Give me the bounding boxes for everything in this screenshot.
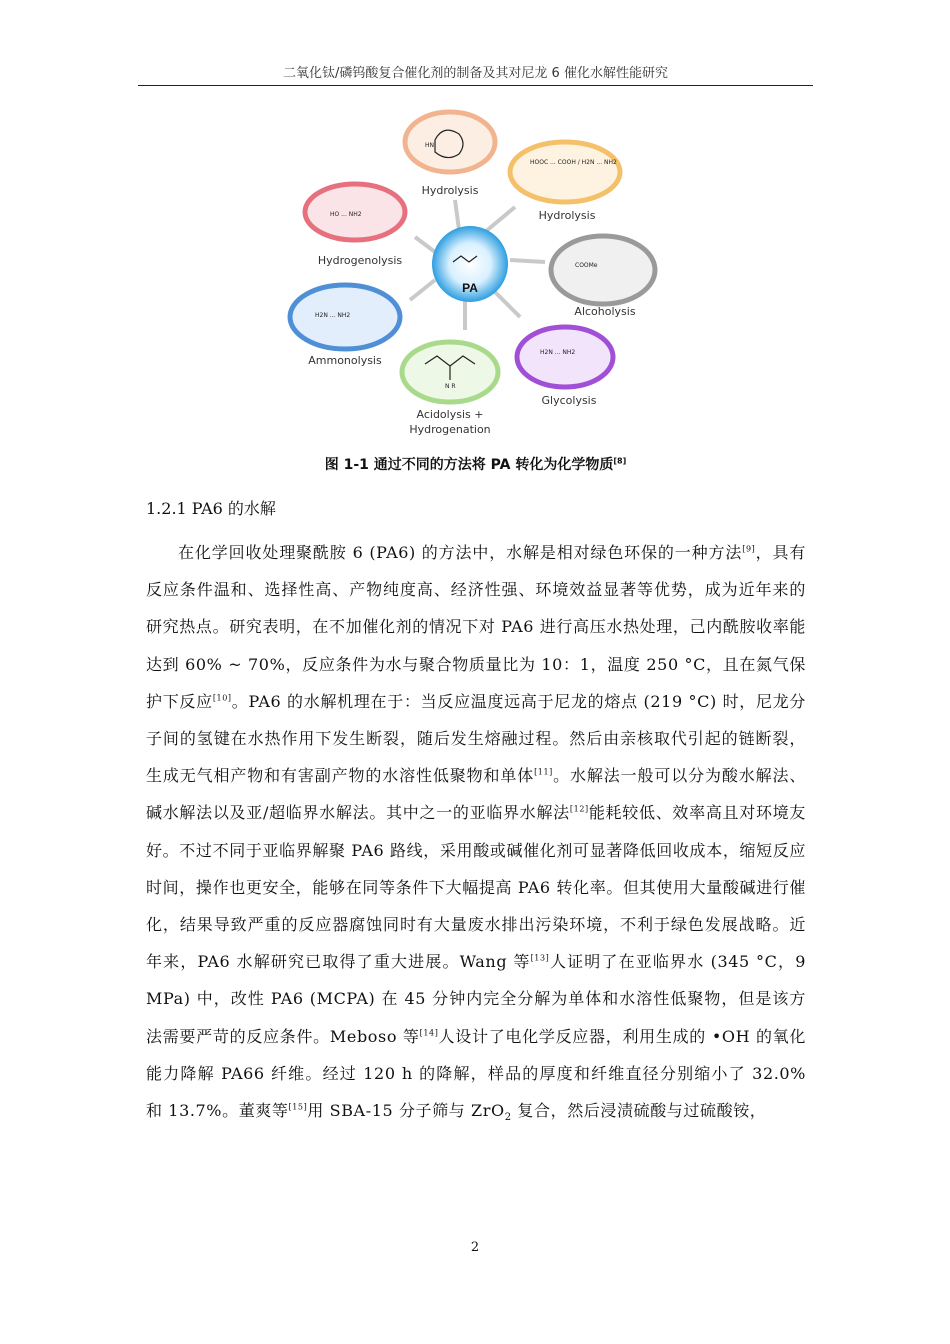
citation-9: [9] [742,544,756,554]
running-header: 二氧化钛/磷钨酸复合催化剂的制备及其对尼龙 6 催化水解性能研究 [283,66,668,81]
svg-text:HO ... NH2: HO ... NH2 [330,211,362,218]
para-text-6: 人证明了在亚临界水 (345 °C，9 MPa) 中，改性 PA6 (MCPA) 在 45 分钟内完全分解为单体和水溶性低聚物，但是该方法需要严苛的反应条件。Meboso 等 [146,952,806,1046]
citation-12: [12] [569,805,589,815]
figure-caption [138,454,813,474]
para-text-3: 。PA6 的水解机理在于：当反应温度远高于尼龙的熔点 (219 °C) 时，尼龙分子间的氢键在水热作用下发生断裂，随后发生熔融过程。然后由亲核取代引起的链断裂，生成无气相产物和有害副产物的水溶性低聚物和单体 [146,691,806,786]
svg-text:Acidolysis +: Acidolysis + [416,408,484,421]
citation-15: [15] [288,1102,308,1112]
svg-text:Hydrogenation: Hydrogenation [409,423,491,436]
node-acidolysis [402,342,498,436]
node-hydrogenolysis [305,184,405,267]
svg-text:Hydrogenolysis: Hydrogenolysis [317,254,403,267]
para-text-4: 。水解法一般可以分为酸水解法、碱水解法以及亚/超临界水解法。其中之一的亚临界水解法 [146,766,806,823]
svg-text:Hydrolysis: Hydrolysis [421,184,479,197]
svg-text:Hydrolysis: Hydrolysis [538,209,596,222]
section-heading: 1.2.1 PA6 的水解 [146,499,276,518]
body-paragraph [146,534,806,1136]
citation-13: [13] [530,953,550,963]
node-hydrolysis-top [405,112,495,197]
citation-10: [10] [212,693,232,703]
node-ammonolysis [290,285,400,367]
page-number: 2 [470,1240,480,1255]
header-rule [138,85,813,86]
caption-ref: [8] [613,456,627,466]
para-text-7: 人设计了电化学反应器，利用生成的 •OH 的氧化能力降解 PA66 纤维。经过 120 h 的降解，样品的厚度和纤维直径分别缩小了 32.0% 和 13.7%。董爽等 [146,1026,806,1121]
caption-text: 图 1-1 通过不同的方法将 PA 转化为化学物质 [324,457,614,473]
svg-text:COOMe: COOMe [575,262,598,269]
svg-text:HOOC ... COOH / H2N ... NH2: HOOC ... COOH / H2N ... NH2 [530,159,617,166]
para-text-8: 用 SBA-15 分子筛与 ZrO [307,1101,505,1121]
para-text-2: ，具有反应条件温和、选择性高、产物纯度高、经济性强、环境效益显著等优势，成为近年来的研究热点。研究表明，在不加催化剂的情况下对 PA6 进行高压水热处理，己内酰胺收率能达到 60% ~ 70%，反应条件为水与聚合物质量比为 10：1，温度 250 °C，且在氮气保护下反应 [146,543,806,711]
subscript-2: 2 [504,1112,512,1124]
figure-pa-conversion [285,102,675,447]
svg-text:H2N ... NH2: H2N ... NH2 [540,349,576,356]
svg-text:Alcoholysis: Alcoholysis [574,305,636,318]
svg-text:PA: PA [462,281,478,295]
node-glycolysis [517,327,613,407]
node-hydrolysis-right [510,142,620,222]
svg-text:H2N ... NH2: H2N ... NH2 [315,312,351,319]
node-alcoholysis [551,236,655,318]
svg-text:Ammonolysis: Ammonolysis [308,354,382,367]
citation-11: [11] [534,767,553,777]
para-text-5: 能耗较低、效率高且对环境友好。不过不同于亚临界解聚 PA6 路线，采用酸或碱催化剂可显著降低回收成本，缩短反应时间，操作也更安全，能够在同等条件下大幅提高 PA6 转化率。但其使用大量酸碱进行催化，结果导致严重的反应器腐蚀同时有大量废水排出污染环境，不利于绿色发展战略。近年来，PA6 水解研究已取得了重大进展。Wang 等 [146,803,806,972]
para-text-9: 复合，然后浸渍硫酸与过硫酸铵， [511,1101,767,1121]
svg-text:Glycolysis: Glycolysis [541,394,597,407]
svg-text:HN: HN [425,142,434,149]
svg-text:N R: N R [445,383,456,390]
para-text-1: 在化学回收处理聚酰胺 6 (PA6) 的方法中，水解是相对绿色环保的一种方法 [178,543,743,562]
citation-14: [14] [419,1028,439,1038]
node-pa-center [432,226,508,302]
